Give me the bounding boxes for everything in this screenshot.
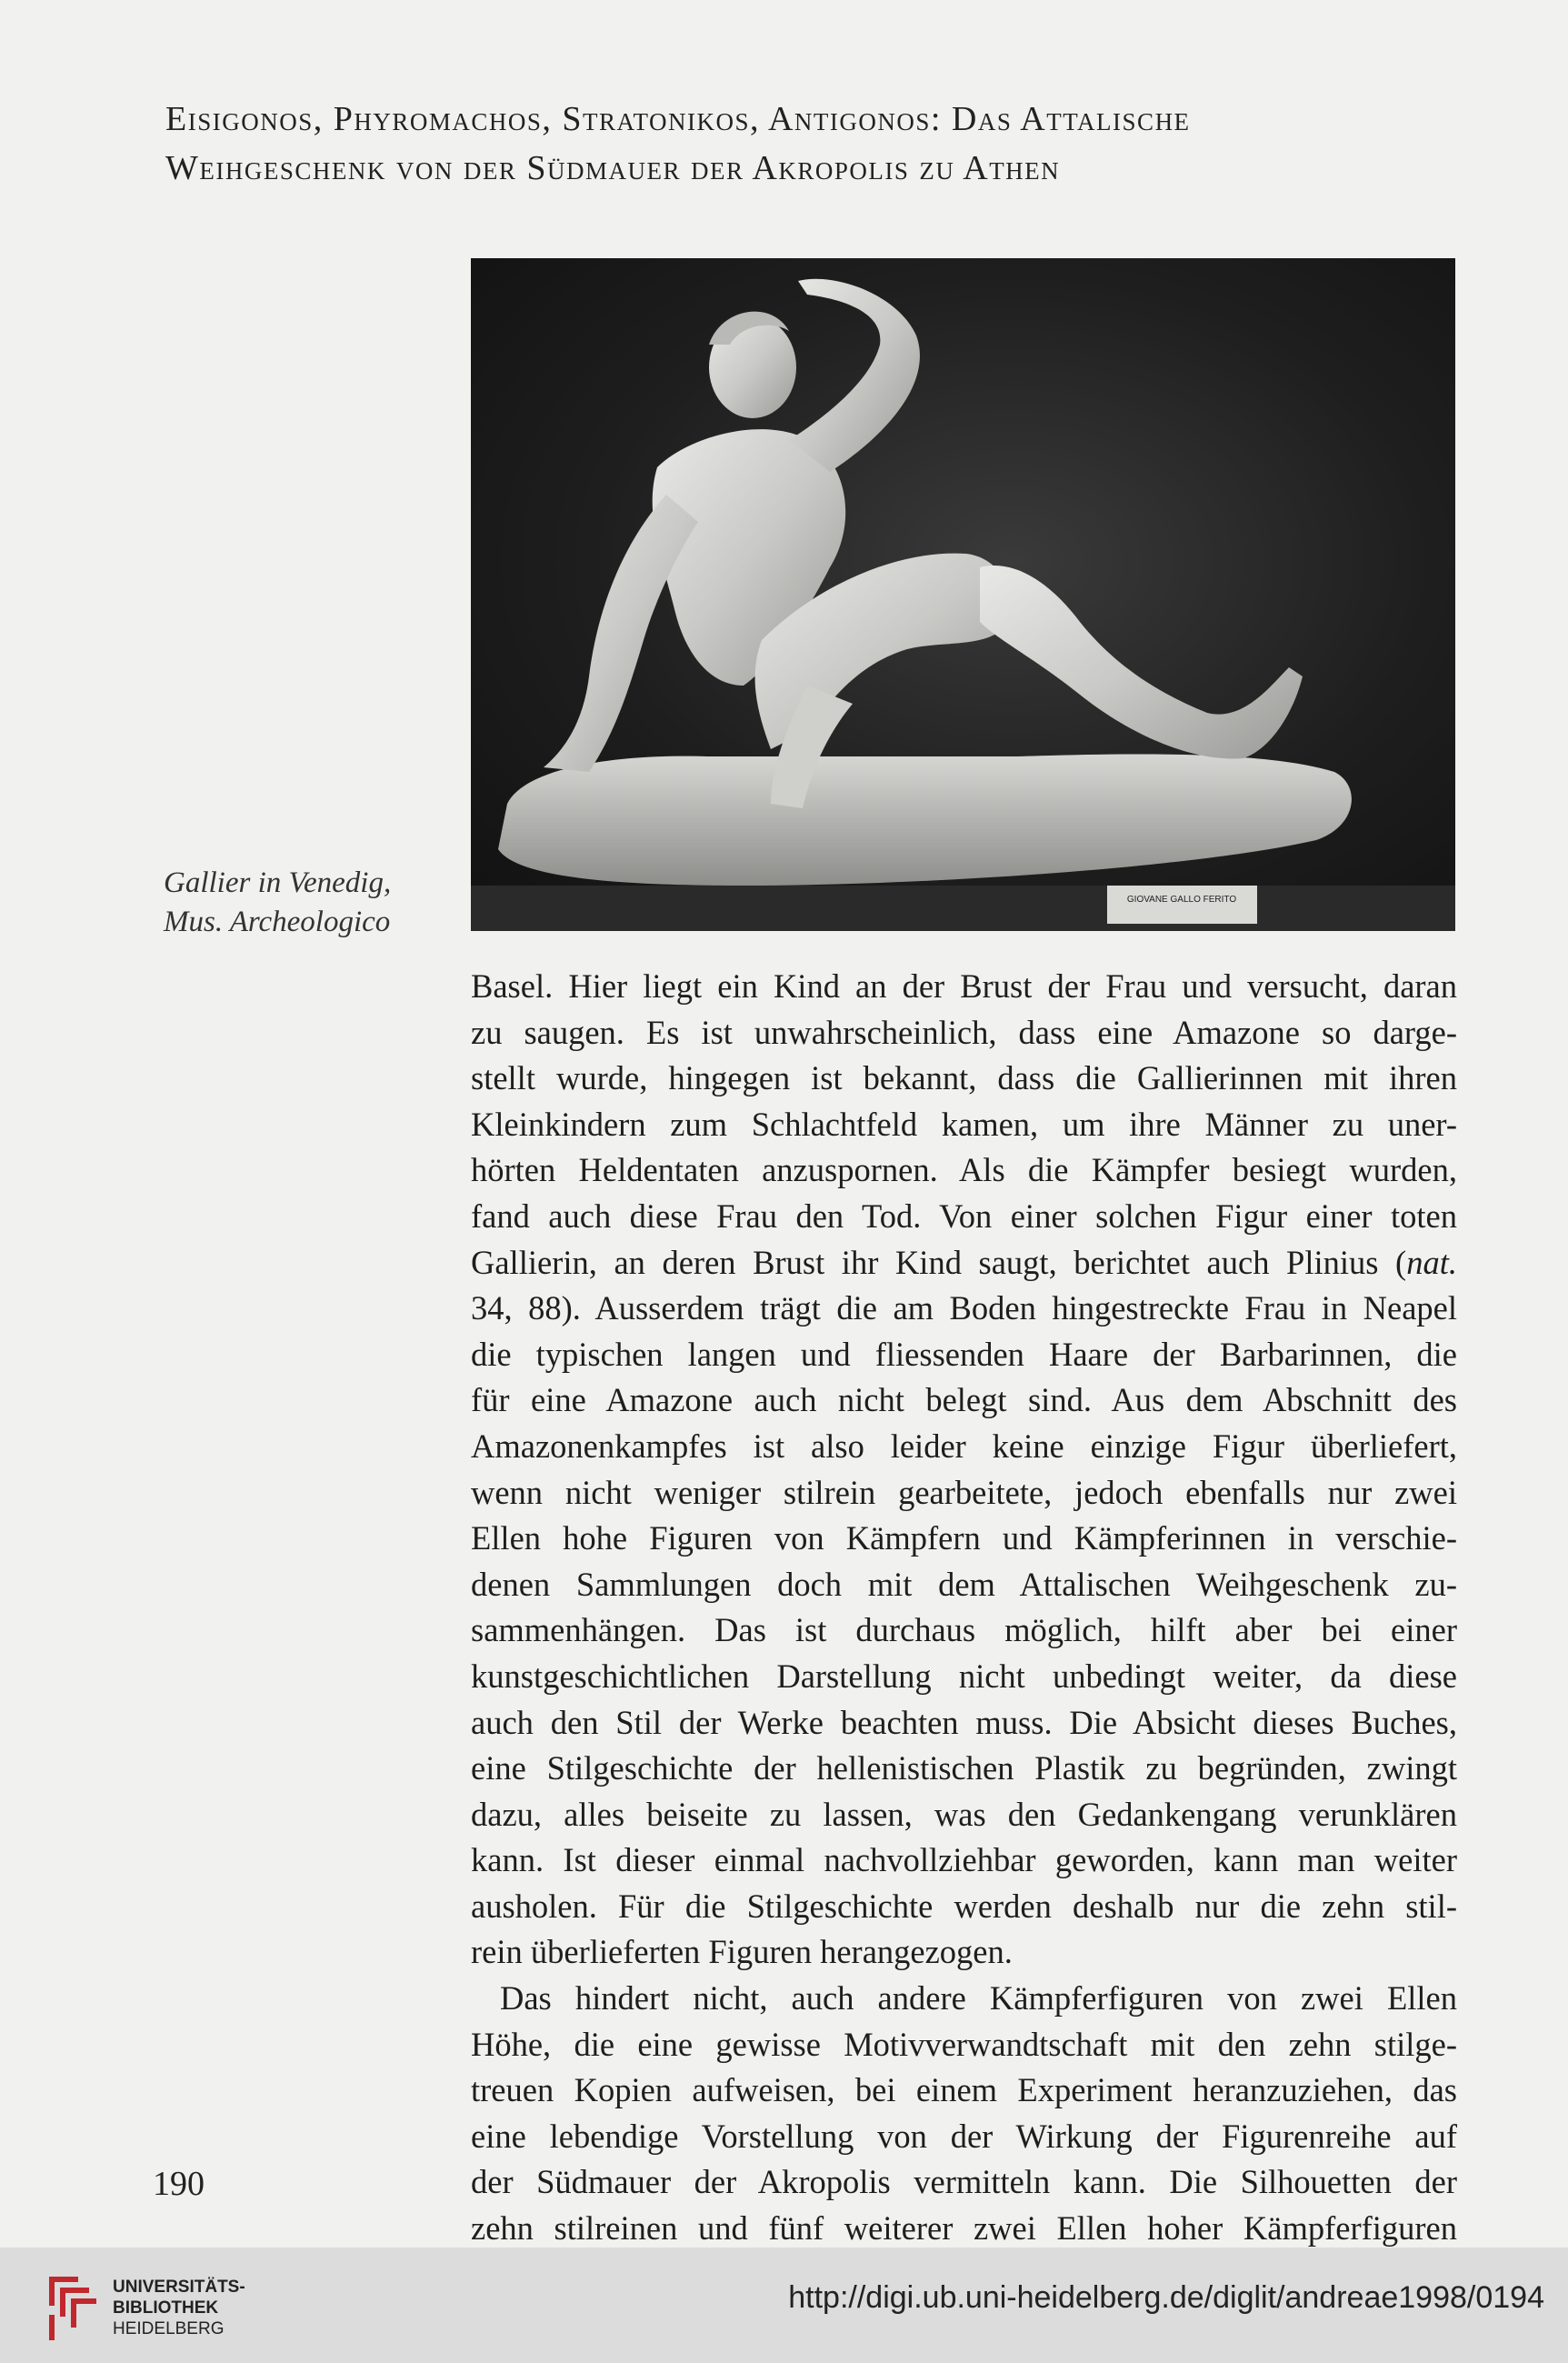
library-logo-icon xyxy=(42,2269,100,2346)
text-line: eine lebendige Vorstellung von der Wirkung der Figurenreihe auf xyxy=(471,2117,1457,2155)
text-line: für eine Amazone auch nicht belegt sind. Aus dem Abschnitt des xyxy=(471,1381,1457,1419)
text-line: die typischen langen und fliessenden Haare der Barbarinnen, die xyxy=(471,1335,1457,1373)
figure-caption xyxy=(164,864,445,942)
running-header xyxy=(165,95,1438,193)
text-line: wenn nicht weniger stilrein gearbeitete, jedoch ebenfalls nur zwei xyxy=(471,1473,1457,1511)
museum-label-text: GIOVANE GALLO FERITO xyxy=(1126,895,1237,905)
text-line-start: Gallierin, an deren Brust ihr Kind saugt, berichtet auch Plinius ( xyxy=(471,1243,1407,1281)
dying-gaul-statue-image xyxy=(471,258,1455,931)
text-line: Das hindert nicht, auch andere Kämpferfiguren von zwei Ellen xyxy=(500,1979,1457,2018)
text-line: ausholen. Für die Stilgeschichte werden deshalb nur die zehn stil- xyxy=(471,1887,1457,1925)
text-line: Amazonenkampfes ist also leider keine einzige Figur überliefert, xyxy=(471,1427,1457,1465)
header-line-1: Eisigonos, Phyromachos, Stratonikos, Antigonos: Das Attalische xyxy=(165,100,1191,138)
page-number: 190 xyxy=(153,2165,205,2203)
text-line: auch den Stil der Werke beachten muss. Die Absicht dieses Buches, xyxy=(471,1703,1457,1741)
text-line: stellt wurde, hingegen ist bekannt, dass die Gallierinnen mit ihren xyxy=(471,1059,1457,1097)
text-line: eine Stilgeschichte der hellenistischen Plastik zu begründen, zwingt xyxy=(471,1749,1457,1787)
text-line: Basel. Hier liegt ein Kind an der Brust der Frau und versucht, daran xyxy=(471,967,1457,1005)
text-line: zehn stilreinen und fünf weiterer zwei Ellen hoher Kämpferfiguren xyxy=(471,2209,1457,2248)
text-line: denen Sammlungen doch mit dem Attalischen Weihgeschenk zu- xyxy=(471,1565,1457,1603)
text-line: Höhe, die eine gewisse Motivverwandtschaft mit den zehn stilge- xyxy=(471,2025,1457,2063)
text-line: Kleinkindern zum Schlachtfeld kamen, um ihre Männer zu uner- xyxy=(471,1105,1457,1143)
citation-italic: nat. xyxy=(1406,1243,1457,1281)
text-line: der Südmauer der Akropolis vermitteln kann. Die Silhouetten der xyxy=(471,2163,1457,2201)
museum-label-plaque xyxy=(1107,886,1257,924)
library-name-line-3: HEIDELBERG xyxy=(113,2319,225,2338)
text-line: dazu, alles beiseite zu lassen, was den Gedankengang verunklären xyxy=(471,1795,1457,1833)
text-line: fand auch diese Frau den Tod. Von einer solchen Figur einer toten xyxy=(471,1197,1457,1235)
text-line: kann. Ist dieser einmal nachvollziehbar geworden, kann man weiter xyxy=(471,1841,1457,1879)
body-text xyxy=(471,964,1457,2252)
source-url-link[interactable]: http://digi.ub.uni-heidelberg.de/diglit/andreae1998/0194 xyxy=(788,2280,1544,2315)
text-line: Ellen hohe Figuren von Kämpfern und Kämpferinnen in verschie- xyxy=(471,1519,1457,1557)
library-name-line-1: UNIVERSITÄTS- xyxy=(113,2278,245,2297)
statue-base xyxy=(498,754,1352,886)
text-line: zu saugen. Es ist unwahrscheinlich, dass eine Amazone so darge- xyxy=(471,1013,1457,1051)
caption-line-1: Gallier in Venedig, xyxy=(164,866,392,899)
text-line: sammenhängen. Das ist durchaus möglich, hilft aber bei einer xyxy=(471,1611,1457,1649)
caption-line-2: Mus. Archeologico xyxy=(164,906,391,938)
text-line: 34, 88). Ausserdem trägt die am Boden hingestreckte Frau in Neapel xyxy=(471,1289,1457,1327)
header-line-2: Weihgeschenk von der Südmauer der Akropolis zu Athen xyxy=(165,149,1061,187)
text-line: treuen Kopien aufweisen, bei einem Experiment heranzuziehen, das xyxy=(471,2071,1457,2109)
text-line: hörten Heldentaten anzuspornen. Als die Kämpfer besiegt wurden, xyxy=(471,1151,1457,1189)
digitization-footer xyxy=(0,2248,1568,2363)
text-line: kunstgeschichtlichen Darstellung nicht unbedingt weiter, da diese xyxy=(471,1657,1457,1695)
sculpture-photo xyxy=(471,258,1455,931)
library-name-line-2: BIBLIOTHEK xyxy=(113,2298,219,2318)
text-line: rein überlieferten Figuren herangezogen. xyxy=(471,1933,1013,1971)
text-line-with-citation xyxy=(471,1240,1457,1287)
library-name xyxy=(113,2277,245,2339)
